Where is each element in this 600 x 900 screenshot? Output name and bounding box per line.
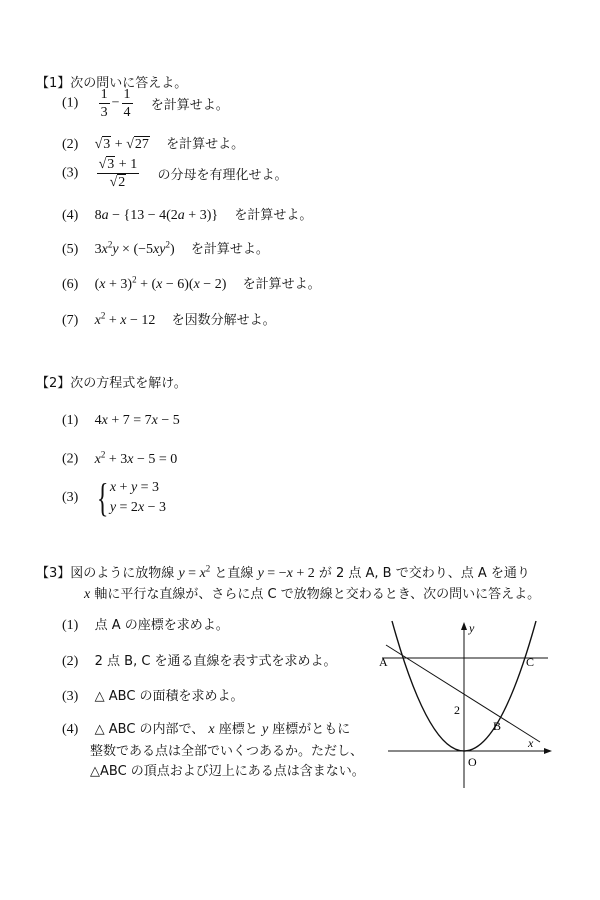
problem1-4: (4) 8a − {13 − 4(2a + 3)} を計算せよ。	[62, 208, 313, 223]
item-instruction: を計算せよ。	[234, 208, 313, 223]
label-x: x	[528, 736, 534, 750]
item-instruction: を計算せよ。	[242, 277, 321, 292]
label-c: C	[526, 655, 535, 669]
section3-heading-line1: 【3】図のように放物線 $y = x^2$ と直線 y = −x + 2 が 2 点 A, B で交わり、点 A を通り	[36, 563, 530, 581]
problem3-4-line3: △ABC の頂点および辺上にある点は含まない。	[90, 764, 365, 779]
item-number: (5)	[62, 242, 79, 257]
item-number: (3)	[62, 165, 79, 181]
item-number: (7)	[62, 313, 79, 328]
section3-heading: 【3】	[36, 566, 71, 581]
label-y: y	[469, 621, 475, 635]
problem2-3: (3) { x + y = 3 y = 2x − 3	[62, 475, 167, 520]
label-o: O	[468, 755, 477, 769]
section3-text-b: と直線	[214, 566, 254, 581]
problem3-4: (4) △ ABC の内部で、 x 座標と y 座標がともに	[62, 722, 351, 737]
item-instruction: 2 点 B, C を通る直線を表す式を求めよ。	[94, 654, 337, 669]
parabola-figure	[378, 618, 558, 788]
section3-heading-line2: x 軸に平行な直線が、さらに点 C で放物線と交わるとき、次の問いに答えよ。	[84, 587, 541, 602]
problem1-7: (7) $x^2 + x - 12$ を因数分解せよ。	[62, 310, 276, 328]
section3-text-d: 軸に平行な直線が、さらに点 C で放物線と交わるとき、次の問いに答えよ。	[94, 587, 541, 602]
item-instruction: を計算せよ。	[166, 137, 245, 152]
label-b: B	[493, 719, 502, 733]
item-instruction: 点 A の座標を求めよ。	[94, 618, 229, 633]
problem3-3	[62, 685, 244, 705]
item-number: (2)	[62, 451, 79, 467]
item-number: (3)	[62, 490, 79, 505]
item-number: (3)	[62, 689, 79, 704]
item-number: (1)	[62, 95, 79, 111]
item-number: (4)	[62, 722, 79, 737]
problem1-6: (6) $(x + 3)^2 + (x - 6)(x - 2)$ を計算せよ。	[62, 274, 321, 292]
problem3-2	[62, 650, 337, 670]
item-instruction: の分母を有理化せよ。	[157, 168, 288, 183]
item-instruction: △ ABC の面積を求めよ。	[94, 689, 244, 704]
line-y-neg-x-plus-2	[386, 645, 540, 742]
item-instruction: を計算せよ。	[190, 242, 269, 257]
problem1-1: (1) $\frac{1}{3}$ − $\frac{1}{4}$ を計算せよ。	[62, 87, 229, 120]
y-axis-arrow	[461, 622, 467, 630]
problem2-1: (1) 4x + 7 = 7x − 5	[62, 413, 180, 428]
problem1-3: (3) $\frac{√3 + 1}{√2}$ の分母を有理化せよ。	[62, 157, 288, 190]
problem1-5: (5) $3x^2y \times (-5xy^2)$ を計算せよ。	[62, 239, 269, 257]
section3-text-a: 図のように放物線	[70, 566, 175, 581]
item-instruction: を因数分解せよ。	[171, 313, 276, 328]
label-2: 2	[454, 703, 460, 717]
item-instruction: を計算せよ。	[150, 98, 229, 113]
item-text-1c: 座標がともに	[272, 722, 351, 737]
item-text-1a: △ ABC の内部で、	[94, 722, 205, 737]
item-text-1b: 座標と	[218, 722, 258, 737]
item-number: (2)	[62, 137, 79, 152]
problem3-1	[62, 614, 229, 634]
item-number: (1)	[62, 413, 79, 428]
label-a: A	[379, 655, 388, 669]
item-number: (6)	[62, 277, 79, 292]
item-number: (1)	[62, 618, 79, 633]
section1-heading: 【1】次の問いに答えよ。	[36, 76, 188, 91]
x-axis-arrow	[544, 748, 552, 754]
problem3-4-line2: 整数である点は全部でいくつあるか。ただし、	[90, 744, 364, 759]
problem2-2: (2) $x^2 + 3x - 5 = 0$	[62, 449, 178, 467]
problem1-2: (2) √3 + √27 を計算せよ。	[62, 137, 245, 152]
section3-text-c: が 2 点 A, B で交わり、点 A を通り	[318, 566, 530, 581]
item-number: (4)	[62, 208, 79, 223]
section2-heading: 【2】次の方程式を解け。	[36, 376, 187, 391]
item-number: (2)	[62, 654, 79, 669]
